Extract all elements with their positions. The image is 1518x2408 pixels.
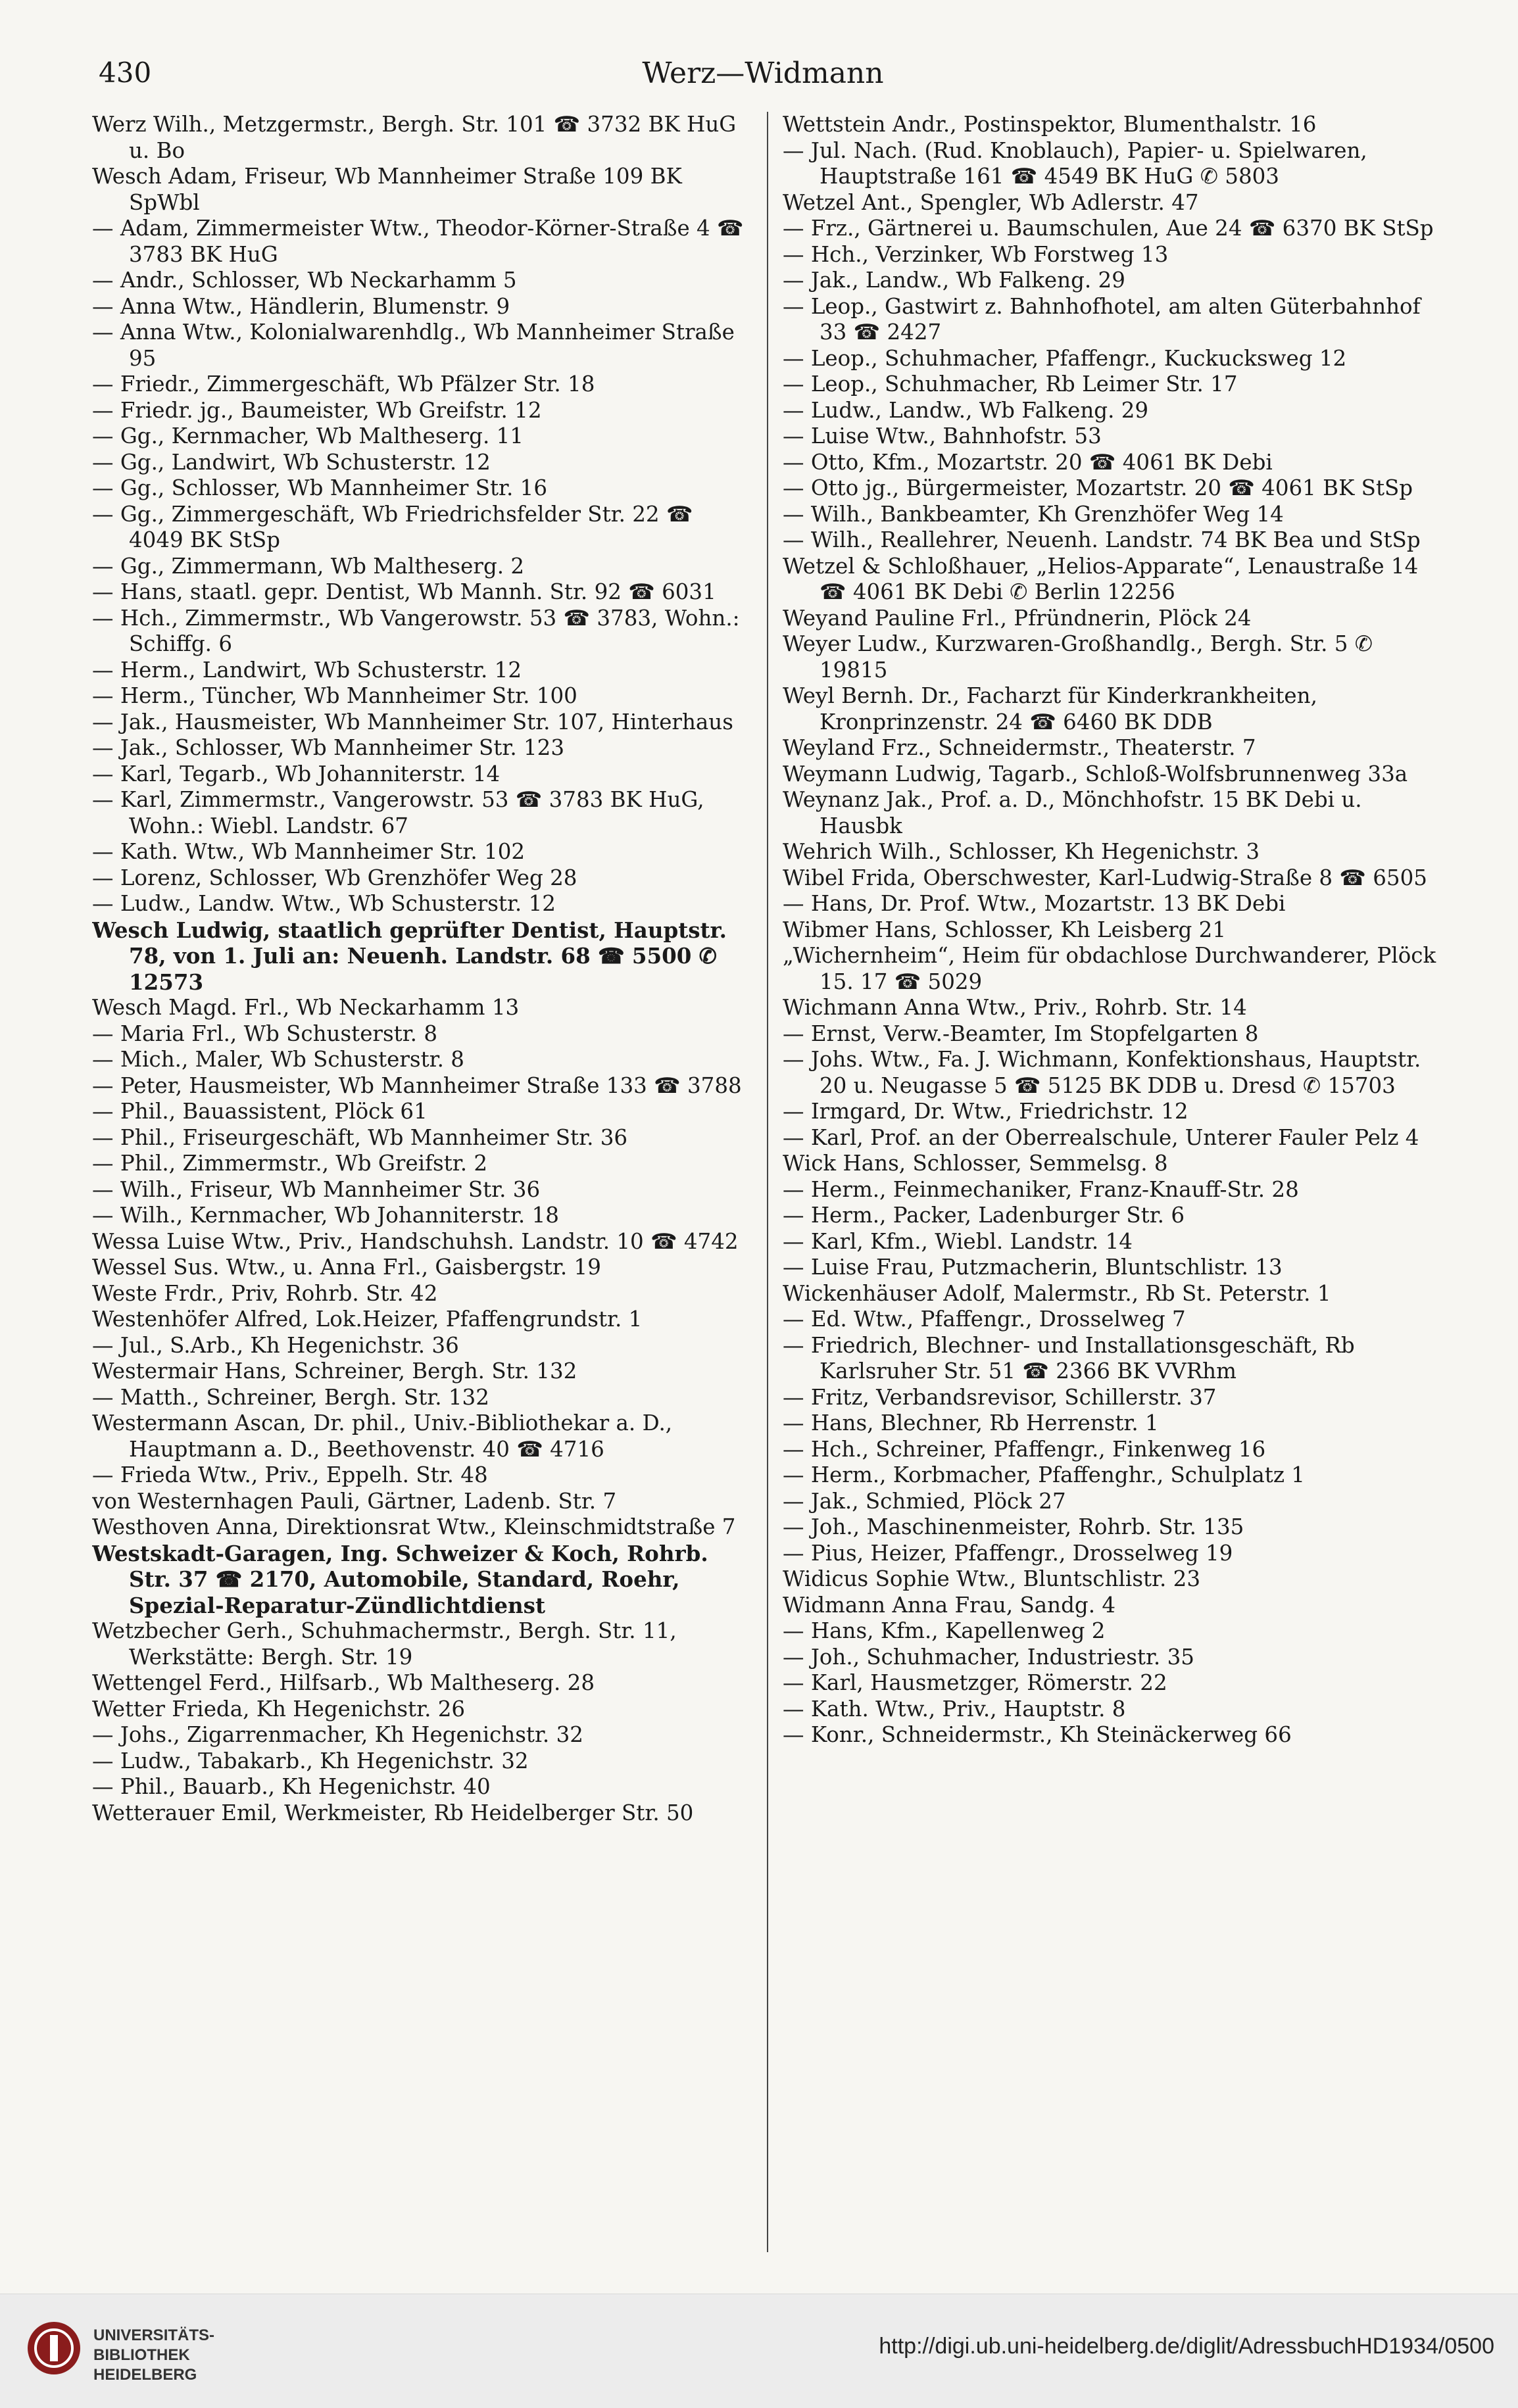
directory-entry: — Irmgard, Dr. Wtw., Friedrichstr. 12 xyxy=(783,1099,1188,1124)
directory-entry: — Leop., Schuhmacher, Pfaffengr., Kuckucksweg 12 xyxy=(783,345,1347,371)
directory-entry: — Jul. Nach. (Rud. Knoblauch), Papier- u. Spielwaren, Hauptstraße 161 ☎ 4549 BK HuG ✆ 5803 xyxy=(783,137,1367,189)
directory-entry: Wesch Ludwig, staatlich geprüfter Dentist, Hauptstr. 78, von 1. Juli an: Neuenh. Landstr. 68 ☎ 5500 ✆ 12573 xyxy=(92,917,727,995)
directory-entry: Werz Wilh., Metzgermstr., Bergh. Str. 101 ☎ 3732 BK HuG u. Bo xyxy=(92,112,737,163)
directory-entry: Wesch Adam, Friseur, Wb Mannheimer Straße 109 BK SpWbl xyxy=(92,164,682,215)
directory-entry: — Anna Wtw., Kolonialwarenhdlg., Wb Mannheimer Straße 95 xyxy=(92,320,735,371)
directory-entry: Westskadt-Garagen, Ing. Schweizer & Koch, Rohrb. Str. 37 ☎ 2170, Automobile, Standard, Roehr, Spezial-Reparatur-Zündlichtdienst xyxy=(92,1540,708,1618)
directory-entry: — Ludw., Tabakarb., Kh Hegenichstr. 32 xyxy=(92,1748,529,1773)
directory-entry: — Karl, Prof. an der Oberrealschule, Unterer Fauler Pelz 4 xyxy=(783,1124,1419,1150)
source-url-link[interactable]: http://digi.ub.uni-heidelberg.de/diglit/AdressbuchHD1934/0500 xyxy=(879,2334,1494,2359)
directory-entry: — Maria Frl., Wb Schusterstr. 8 xyxy=(92,1021,438,1046)
directory-entry: Widicus Sophie Wtw., Bluntschlistr. 23 xyxy=(783,1566,1201,1591)
directory-entry: — Konr., Schneidermstr., Kh Steinäckerweg 66 xyxy=(783,1722,1292,1747)
directory-entry: — Jak., Hausmeister, Wb Mannheimer Str. 107, Hinterhaus xyxy=(92,709,733,734)
directory-entry: — Karl, Zimmermstr., Vangerowstr. 53 ☎ 3783 BK HuG, Wohn.: Wiebl. Landstr. 67 xyxy=(92,787,704,838)
directory-entry: — Herm., Landwirt, Wb Schusterstr. 12 xyxy=(92,657,522,683)
directory-entry: — Friedrich, Blechner- und Installationsgeschäft, Rb Karlsruher Str. 51 ☎ 2366 BK VVRhm xyxy=(783,1332,1355,1384)
library-name-line: HEIDELBERG xyxy=(93,2366,197,2384)
directory-entry: — Jak., Schlosser, Wb Mannheimer Str. 123 xyxy=(92,735,565,760)
directory-entry: — Jul., S.Arb., Kh Hegenichstr. 36 xyxy=(92,1332,459,1358)
directory-entry: — Kath. Wtw., Priv., Hauptstr. 8 xyxy=(783,1696,1126,1722)
directory-entry: — Andr., Schlosser, Wb Neckarhamm 5 xyxy=(92,268,517,293)
directory-entry: — Herm., Feinmechaniker, Franz-Knauff-Str. 28 xyxy=(783,1176,1299,1202)
directory-entry: — Hans, Kfm., Kapellenweg 2 xyxy=(783,1618,1106,1643)
directory-entry: Westenhöfer Alfred, Lok.Heizer, Pfaffengrundstr. 1 xyxy=(92,1307,643,1332)
directory-entry: Widmann Anna Frau, Sandg. 4 xyxy=(783,1592,1116,1618)
directory-entry: — Friedr., Zimmergeschäft, Wb Pfälzer Str. 18 xyxy=(92,372,595,397)
directory-entry: Wetzel & Schloßhauer, „Helios-Apparate“, Lenaustraße 14 ☎ 4061 BK Debi ✆ Berlin 12256 xyxy=(783,553,1419,604)
column-divider xyxy=(767,112,768,2252)
directory-entry: — Leop., Schuhmacher, Rb Leimer Str. 17 xyxy=(783,372,1238,397)
directory-entry: Weyand Pauline Frl., Pfründnerin, Plöck 24 xyxy=(783,605,1252,631)
directory-entry: von Westernhagen Pauli, Gärtner, Ladenb. Str. 7 xyxy=(92,1488,617,1514)
directory-entry: — Luise Wtw., Bahnhofstr. 53 xyxy=(783,423,1102,448)
directory-entry: — Phil., Bauarb., Kh Hegenichstr. 40 xyxy=(92,1774,491,1799)
directory-entry: Wibel Frida, Oberschwester, Karl-Ludwig-Straße 8 ☎ 6505 xyxy=(783,865,1427,890)
directory-entry: — Fritz, Verbandsrevisor, Schillerstr. 37 xyxy=(783,1384,1217,1410)
directory-entry: — Ed. Wtw., Pfaffengr., Drosselweg 7 xyxy=(783,1307,1186,1332)
directory-entry: — Ludw., Landw. Wtw., Wb Schusterstr. 12 xyxy=(92,891,556,916)
directory-entry: Weynanz Jak., Prof. a. D., Mönchhofstr. 15 BK Debi u. Hausbk xyxy=(783,787,1362,838)
directory-entry: Weste Frdr., Priv, Rohrb. Str. 42 xyxy=(92,1280,438,1306)
page-number: 430 xyxy=(99,57,152,89)
directory-entry: — Wilh., Reallehrer, Neuenh. Landstr. 74 BK Bea und StSp xyxy=(783,527,1421,552)
directory-entry: — Gg., Landwirt, Wb Schusterstr. 12 xyxy=(92,449,491,475)
directory-entry: — Karl, Kfm., Wiebl. Landstr. 14 xyxy=(783,1228,1133,1254)
directory-entry: — Hans, Dr. Prof. Wtw., Mozartstr. 13 BK Debi xyxy=(783,891,1286,916)
directory-entry: Westermair Hans, Schreiner, Bergh. Str. 132 xyxy=(92,1359,577,1384)
directory-entry: — Gg., Zimmergeschäft, Wb Friedrichsfelder Str. 22 ☎ 4049 BK StSp xyxy=(92,501,693,552)
directory-entry: — Karl, Tegarb., Wb Johanniterstr. 14 xyxy=(92,761,501,786)
directory-entry: — Hch., Schreiner, Pfaffengr., Finkenweg 16 xyxy=(783,1436,1266,1462)
directory-entry: Wick Hans, Schlosser, Semmelsg. 8 xyxy=(783,1151,1168,1176)
right-column xyxy=(783,112,1440,2252)
directory-entry: — Otto jg., Bürgermeister, Mozartstr. 20 ☎ 4061 BK StSp xyxy=(783,475,1413,500)
directory-entry: — Jak., Schmied, Plöck 27 xyxy=(783,1488,1066,1514)
directory-entry: — Hch., Zimmermstr., Wb Vangerowstr. 53 ☎ 3783, Wohn.: Schiffg. 6 xyxy=(92,605,740,656)
directory-entry: — Luise Frau, Putzmacherin, Bluntschlistr. 13 xyxy=(783,1255,1283,1280)
directory-entry: — Pius, Heizer, Pfaffengr., Drosselweg 19 xyxy=(783,1540,1233,1566)
directory-entry: — Phil., Bauassistent, Plöck 61 xyxy=(92,1099,428,1124)
directory-entry: — Johs. Wtw., Fa. J. Wichmann, Konfektionshaus, Hauptstr. 20 u. Neugasse 5 ☎ 5125 BK DDB u. Dresd ✆ 15703 xyxy=(783,1047,1421,1098)
directory-entry: — Herm., Packer, Ladenburger Str. 6 xyxy=(783,1203,1185,1228)
running-head: Werz—Widmann xyxy=(642,57,884,90)
directory-entry: — Wilh., Kernmacher, Wb Johanniterstr. 18 xyxy=(92,1203,559,1228)
footer-bar xyxy=(0,2294,1518,2408)
directory-entry: Wetzel Ant., Spengler, Wb Adlerstr. 47 xyxy=(783,189,1199,215)
directory-entry: — Herm., Tüncher, Wb Mannheimer Str. 100 xyxy=(92,683,577,708)
directory-entry: — Gg., Zimmermann, Wb Maltheserg. 2 xyxy=(92,553,525,579)
directory-entry: — Phil., Zimmermstr., Wb Greifstr. 2 xyxy=(92,1151,488,1176)
directory-entry: — Adam, Zimmermeister Wtw., Theodor-Körner-Straße 4 ☎ 3783 BK HuG xyxy=(92,216,744,267)
directory-entry: Wessa Luise Wtw., Priv., Handschuhsh. Landstr. 10 ☎ 4742 xyxy=(92,1228,739,1254)
directory-entry: Weyer Ludw., Kurzwaren-Großhandlg., Bergh. Str. 5 ✆ 19815 xyxy=(783,631,1373,683)
directory-entry: Wehrich Wilh., Schlosser, Kh Hegenichstr. 3 xyxy=(783,839,1260,864)
directory-entry: — Ludw., Landw., Wb Falkeng. 29 xyxy=(783,397,1149,423)
directory-entry: — Anna Wtw., Händlerin, Blumenstr. 9 xyxy=(92,293,510,319)
directory-entry: — Matth., Schreiner, Bergh. Str. 132 xyxy=(92,1384,489,1410)
directory-entry: Wesch Magd. Frl., Wb Neckarhamm 13 xyxy=(92,995,520,1020)
library-name-line: BIBLIOTHEK xyxy=(93,2346,190,2364)
directory-entry: — Phil., Friseurgeschäft, Wb Mannheimer Str. 36 xyxy=(92,1124,628,1150)
directory-entry: „Wichernheim“, Heim für obdachlose Durchwanderer, Plöck 15. 17 ☎ 5029 xyxy=(783,943,1436,994)
directory-entry: — Lorenz, Schlosser, Wb Grenzhöfer Weg 28 xyxy=(92,865,577,890)
directory-entry: — Johs., Zigarrenmacher, Kh Hegenichstr. 32 xyxy=(92,1722,583,1747)
directory-entry: — Frz., Gärtnerei u. Baumschulen, Aue 24 ☎ 6370 BK StSp xyxy=(783,216,1434,241)
university-seal-icon xyxy=(24,2318,84,2378)
directory-entry: — Jak., Landw., Wb Falkeng. 29 xyxy=(783,268,1125,293)
directory-entry: — Friedr. jg., Baumeister, Wb Greifstr. 12 xyxy=(92,397,542,423)
directory-entry: — Mich., Maler, Wb Schusterstr. 8 xyxy=(92,1047,464,1072)
directory-entry: — Kath. Wtw., Wb Mannheimer Str. 102 xyxy=(92,839,526,864)
directory-entry: Weyl Bernh. Dr., Facharzt für Kinderkrankheiten, Kronprinzenstr. 24 ☎ 6460 BK DDB xyxy=(783,683,1317,734)
directory-entry: — Otto, Kfm., Mozartstr. 20 ☎ 4061 BK Debi xyxy=(783,449,1273,475)
directory-entry: Wessel Sus. Wtw., u. Anna Frl., Gaisbergstr. 19 xyxy=(92,1255,601,1280)
directory-entry: — Hans, Blechner, Rb Herrenstr. 1 xyxy=(783,1410,1159,1435)
directory-entry: — Wilh., Friseur, Wb Mannheimer Str. 36 xyxy=(92,1176,541,1202)
directory-entry: — Hans, staatl. gepr. Dentist, Wb Mannh. Str. 92 ☎ 6031 xyxy=(92,579,716,604)
directory-entry: Weymann Ludwig, Tagarb., Schloß-Wolfsbrunnenweg 33a xyxy=(783,761,1408,786)
directory-entry: Westhoven Anna, Direktionsrat Wtw., Kleinschmidtstraße 7 xyxy=(92,1514,736,1539)
page-header xyxy=(92,51,1434,97)
directory-entry: Wettengel Ferd., Hilfsarb., Wb Maltheserg. 28 xyxy=(92,1670,595,1695)
directory-entry: — Peter, Hausmeister, Wb Mannheimer Straße 133 ☎ 3788 xyxy=(92,1072,742,1098)
directory-entry: Wetter Frieda, Kh Hegenichstr. 26 xyxy=(92,1696,466,1722)
directory-entry: — Joh., Maschinenmeister, Rohrb. Str. 135 xyxy=(783,1514,1244,1539)
directory-entry: Wibmer Hans, Schlosser, Kh Leisberg 21 xyxy=(783,917,1227,942)
library-name-line: UNIVERSITÄTS- xyxy=(93,2326,215,2344)
directory-entry: — Karl, Hausmetzger, Römerstr. 22 xyxy=(783,1670,1167,1695)
library-name xyxy=(93,2326,214,2385)
directory-entry: — Frieda Wtw., Priv., Eppelh. Str. 48 xyxy=(92,1462,488,1487)
directory-entry: Wetzbecher Gerh., Schuhmachermstr., Bergh. Str. 11, Werkstätte: Bergh. Str. 19 xyxy=(92,1618,677,1670)
directory-entry: Wichmann Anna Wtw., Priv., Rohrb. Str. 14 xyxy=(783,995,1247,1020)
directory-entry: — Hch., Verzinker, Wb Forstweg 13 xyxy=(783,241,1169,267)
directory-entry: — Ernst, Verw.-Beamter, Im Stopfelgarten 8 xyxy=(783,1021,1259,1046)
directory-entry: Westermann Ascan, Dr. phil., Univ.-Bibliothekar a. D., Hauptmann a. D., Beethovenstr. 40 ☎ 4716 xyxy=(92,1410,673,1462)
directory-entry: — Leop., Gastwirt z. Bahnhofhotel, am alten Güterbahnhof 33 ☎ 2427 xyxy=(783,293,1421,345)
directory-entry: — Gg., Kernmacher, Wb Maltheserg. 11 xyxy=(92,423,524,448)
directory-entry: — Gg., Schlosser, Wb Mannheimer Str. 16 xyxy=(92,475,548,500)
directory-entry: Wickenhäuser Adolf, Malermstr., Rb St. Peterstr. 1 xyxy=(783,1280,1331,1306)
directory-entry: Wetterauer Emil, Werkmeister, Rb Heidelberger Str. 50 xyxy=(92,1800,694,1825)
directory-entry: Wettstein Andr., Postinspektor, Blumenthalstr. 16 xyxy=(783,112,1317,137)
directory-entry: — Herm., Korbmacher, Pfaffenghr., Schulplatz 1 xyxy=(783,1462,1305,1487)
directory-entry: — Joh., Schuhmacher, Industriestr. 35 xyxy=(783,1644,1194,1670)
directory-entry: — Wilh., Bankbeamter, Kh Grenzhöfer Weg 14 xyxy=(783,501,1284,527)
directory-entry: Weyland Frz., Schneidermstr., Theaterstr. 7 xyxy=(783,735,1256,760)
left-column xyxy=(92,112,750,2252)
